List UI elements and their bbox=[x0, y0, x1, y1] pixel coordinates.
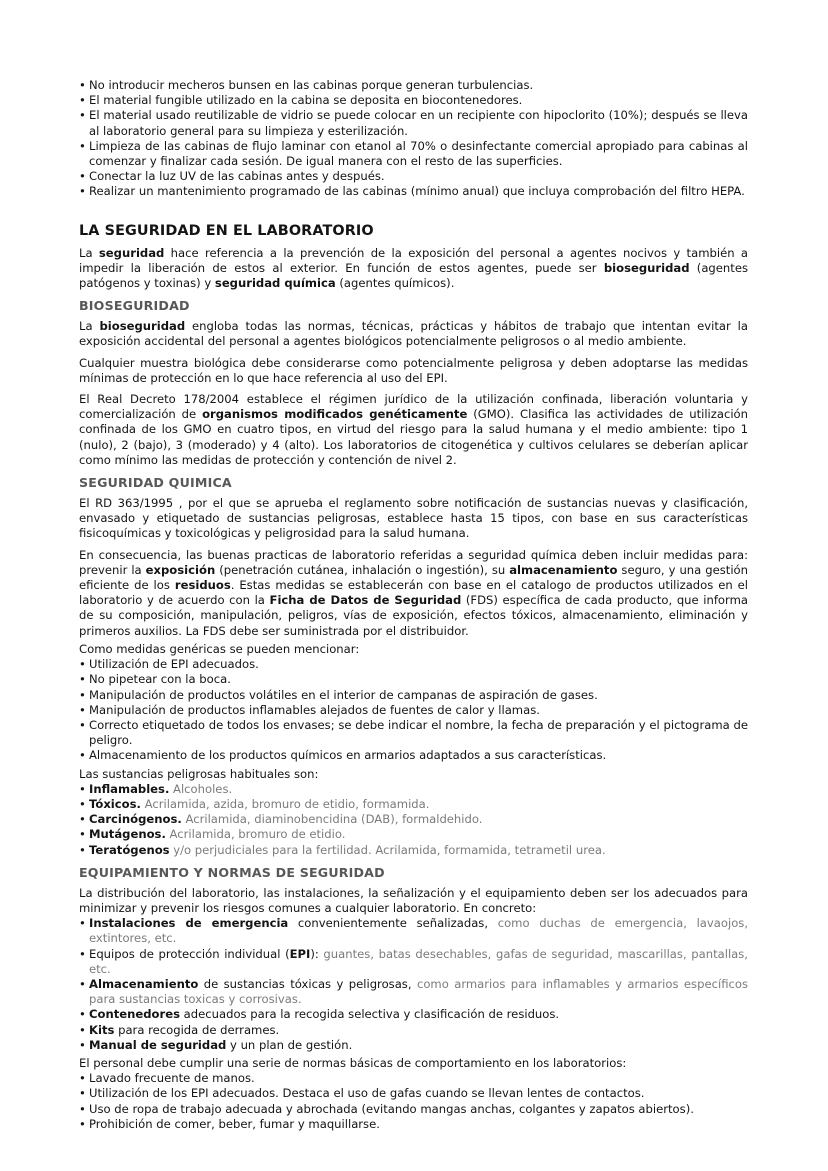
list-item: • Almacenamiento de sustancias tóxicas y peligrosas, como armarios para inflamables y armarios específicos para sustancias toxicas y corrosivas. bbox=[79, 977, 748, 1007]
list-item: • Contenedores adecuados para la recogida selectiva y clasificación de residuos. bbox=[79, 1007, 748, 1022]
list-item: • Uso de ropa de trabajo adecuada y abrochada (evitando mangas anchas, colgantes y zapatos abiertos). bbox=[79, 1102, 748, 1117]
subsection-title-seguridad-quimica: SEGURIDAD QUIMICA bbox=[79, 475, 232, 491]
paragraph: El personal debe cumplir una serie de normas básicas de comportamiento en los laboratorios: bbox=[79, 1055, 627, 1070]
list-item: • Tóxicos. Acrilamida, azida, bromuro de etidio, formamida. bbox=[79, 797, 748, 812]
list-item: • Inflamables. Alcoholes. bbox=[79, 782, 748, 797]
cabin-rules-list bbox=[79, 78, 748, 200]
paragraph: El Real Decreto 178/2004 establece el régimen jurídico de la utilización confinada, liberación voluntaria y comercialización de organismos modificados genéticamente (GMO). Clasifica las actividades de utilización confinada de los GMO en cuatro tipos, en virtud del riesgo para la salud humana y el medio ambiente: tipo 1 (nulo), 2 (bajo), 3 (moderado) y 4 (alto). Los laboratorios de citogenética y cultivos celulares se deberían aplicar como mínimo las medidas de protección y contención de nivel 2. bbox=[79, 392, 748, 467]
paragraph: En consecuencia, las buenas practicas de laboratorio referidas a seguridad química deben incluir medidas para: prevenir la exposición (penetración cutánea, inhalación o ingestión), su almacenamiento seguro, y una gestión eficiente de los residuos. Estas medidas se establecerán con base en el catalogo de productos utilizados en el laboratorio y de acuerdo con la Ficha de Datos de Seguridad (FDS) específica de cada producto, que informa de su composición, manipulación, peligros, vías de exposición, efectos tóxicos, almacenamiento, eliminación y primeros auxilios. La FDS debe ser suministrada por el distribuidor. bbox=[79, 547, 749, 638]
section-intro-paragraph: La seguridad hace referencia a la prevención de la exposición del personal a agentes nocivos y también a impedir la liberación de estos al exterior. En función de estos agentes, puede ser bioseguridad (agentes patógenos y toxinas) y seguridad química (agentes químicos). bbox=[79, 245, 748, 291]
list-item: • Teratógenos y/o perjudiciales para la fertilidad. Acrilamida, formamida, tetrametil urea. bbox=[79, 843, 748, 858]
list-item: • Prohibición de comer, beber, fumar y maquillarse. bbox=[79, 1117, 748, 1132]
list-item: • Utilización de EPI adecuados. bbox=[79, 657, 748, 672]
list-item: • Manipulación de productos inflamables alejados de fuentes de calor y llamas. bbox=[79, 703, 748, 718]
paragraph: Las sustancias peligrosas habituales son: bbox=[79, 766, 319, 781]
list-item: • Realizar un mantenimiento programado de las cabinas (mínimo anual) que incluya comprobación del filtro HEPA. bbox=[79, 184, 748, 199]
behaviour-norms-list bbox=[79, 1071, 748, 1132]
equipment-list bbox=[79, 916, 748, 1053]
list-item: • Manipulación de productos volátiles en el interior de campanas de aspiración de gases. bbox=[79, 688, 748, 703]
list-item: • Limpieza de las cabinas de flujo laminar con etanol al 70% o desinfectante comercial apropiado para cabinas al comenzar y finalizar cada sesión. De igual manera con el resto de las superficies. bbox=[79, 139, 748, 169]
section-title: LA SEGURIDAD EN EL LABORATORIO bbox=[79, 222, 374, 239]
list-item: • Carcinógenos. Acrilamida, diaminobencidina (DAB), formaldehido. bbox=[79, 812, 748, 827]
list-item: • No introducir mecheros bunsen en las cabinas porque generan turbulencias. bbox=[79, 78, 748, 93]
paragraph: La distribución del laboratorio, las instalaciones, la señalización y el equipamiento deben ser los adecuados para minimizar y prevenir los riesgos comunes a cualquier laboratorio. En concreto: bbox=[79, 885, 748, 915]
paragraph: La bioseguridad engloba todas las normas, técnicas, prácticas y hábitos de trabajo que intentan evitar la exposición accidental del personal a agentes biológicos potencialmente peligrosos o al medio ambiente. bbox=[79, 319, 748, 349]
paragraph: Como medidas genéricas se pueden mencionar: bbox=[79, 641, 360, 656]
list-item: • Manual de seguridad y un plan de gestión. bbox=[79, 1038, 748, 1053]
list-item: • Conectar la luz UV de las cabinas antes y después. bbox=[79, 169, 748, 184]
subsection-title-equipamiento: EQUIPAMIENTO Y NORMAS DE SEGURIDAD bbox=[79, 864, 385, 880]
subsection-title-bioseguridad: BIOSEGURIDAD bbox=[79, 298, 190, 314]
list-item: • Almacenamiento de los productos químicos en armarios adaptados a sus características. bbox=[79, 748, 748, 763]
list-item: • Mutágenos. Acrilamida, bromuro de etidio. bbox=[79, 827, 748, 842]
list-item: • Kits para recogida de derrames. bbox=[79, 1023, 748, 1038]
list-item: • El material fungible utilizado en la cabina se deposita en biocontenedores. bbox=[79, 93, 748, 108]
list-item: • Equipos de protección individual (EPI): guantes, batas desechables, gafas de seguridad, mascarillas, pantallas, etc. bbox=[79, 947, 748, 977]
generic-measures-list bbox=[79, 657, 748, 763]
paragraph: El RD 363/1995 , por el que se aprueba el reglamento sobre notificación de sustancias nuevas y clasificación, envasado y etiquetado de sustancias peligrosas, establece hasta 15 tipos, con base en sus características fisicoquímicas y toxicológicas y peligrosidad para la salud humana. bbox=[79, 496, 748, 541]
list-item: • No pipetear con la boca. bbox=[79, 672, 748, 687]
paragraph: Cualquier muestra biológica debe considerarse como potencialmente peligrosa y deben adoptarse las medidas mínimas de protección en lo que hace referencia al uso del EPI. bbox=[79, 355, 748, 385]
list-item: • Lavado frecuente de manos. bbox=[79, 1071, 748, 1086]
list-item: • Correcto etiquetado de todos los envases; se debe indicar el nombre, la fecha de preparación y el pictograma de peligro. bbox=[79, 718, 748, 748]
list-item: • Utilización de los EPI adecuados. Destaca el uso de gafas cuando se llevan lentes de contactos. bbox=[79, 1086, 748, 1101]
hazardous-substances-list bbox=[79, 782, 748, 858]
list-item: • El material usado reutilizable de vidrio se puede colocar en un recipiente con hipoclorito (10%); después se lleva al laboratorio general para su limpieza y esterilización. bbox=[79, 108, 748, 138]
list-item: • Instalaciones de emergencia convenientemente señalizadas, como duchas de emergencia, lavaojos, extintores, etc. bbox=[79, 916, 748, 946]
